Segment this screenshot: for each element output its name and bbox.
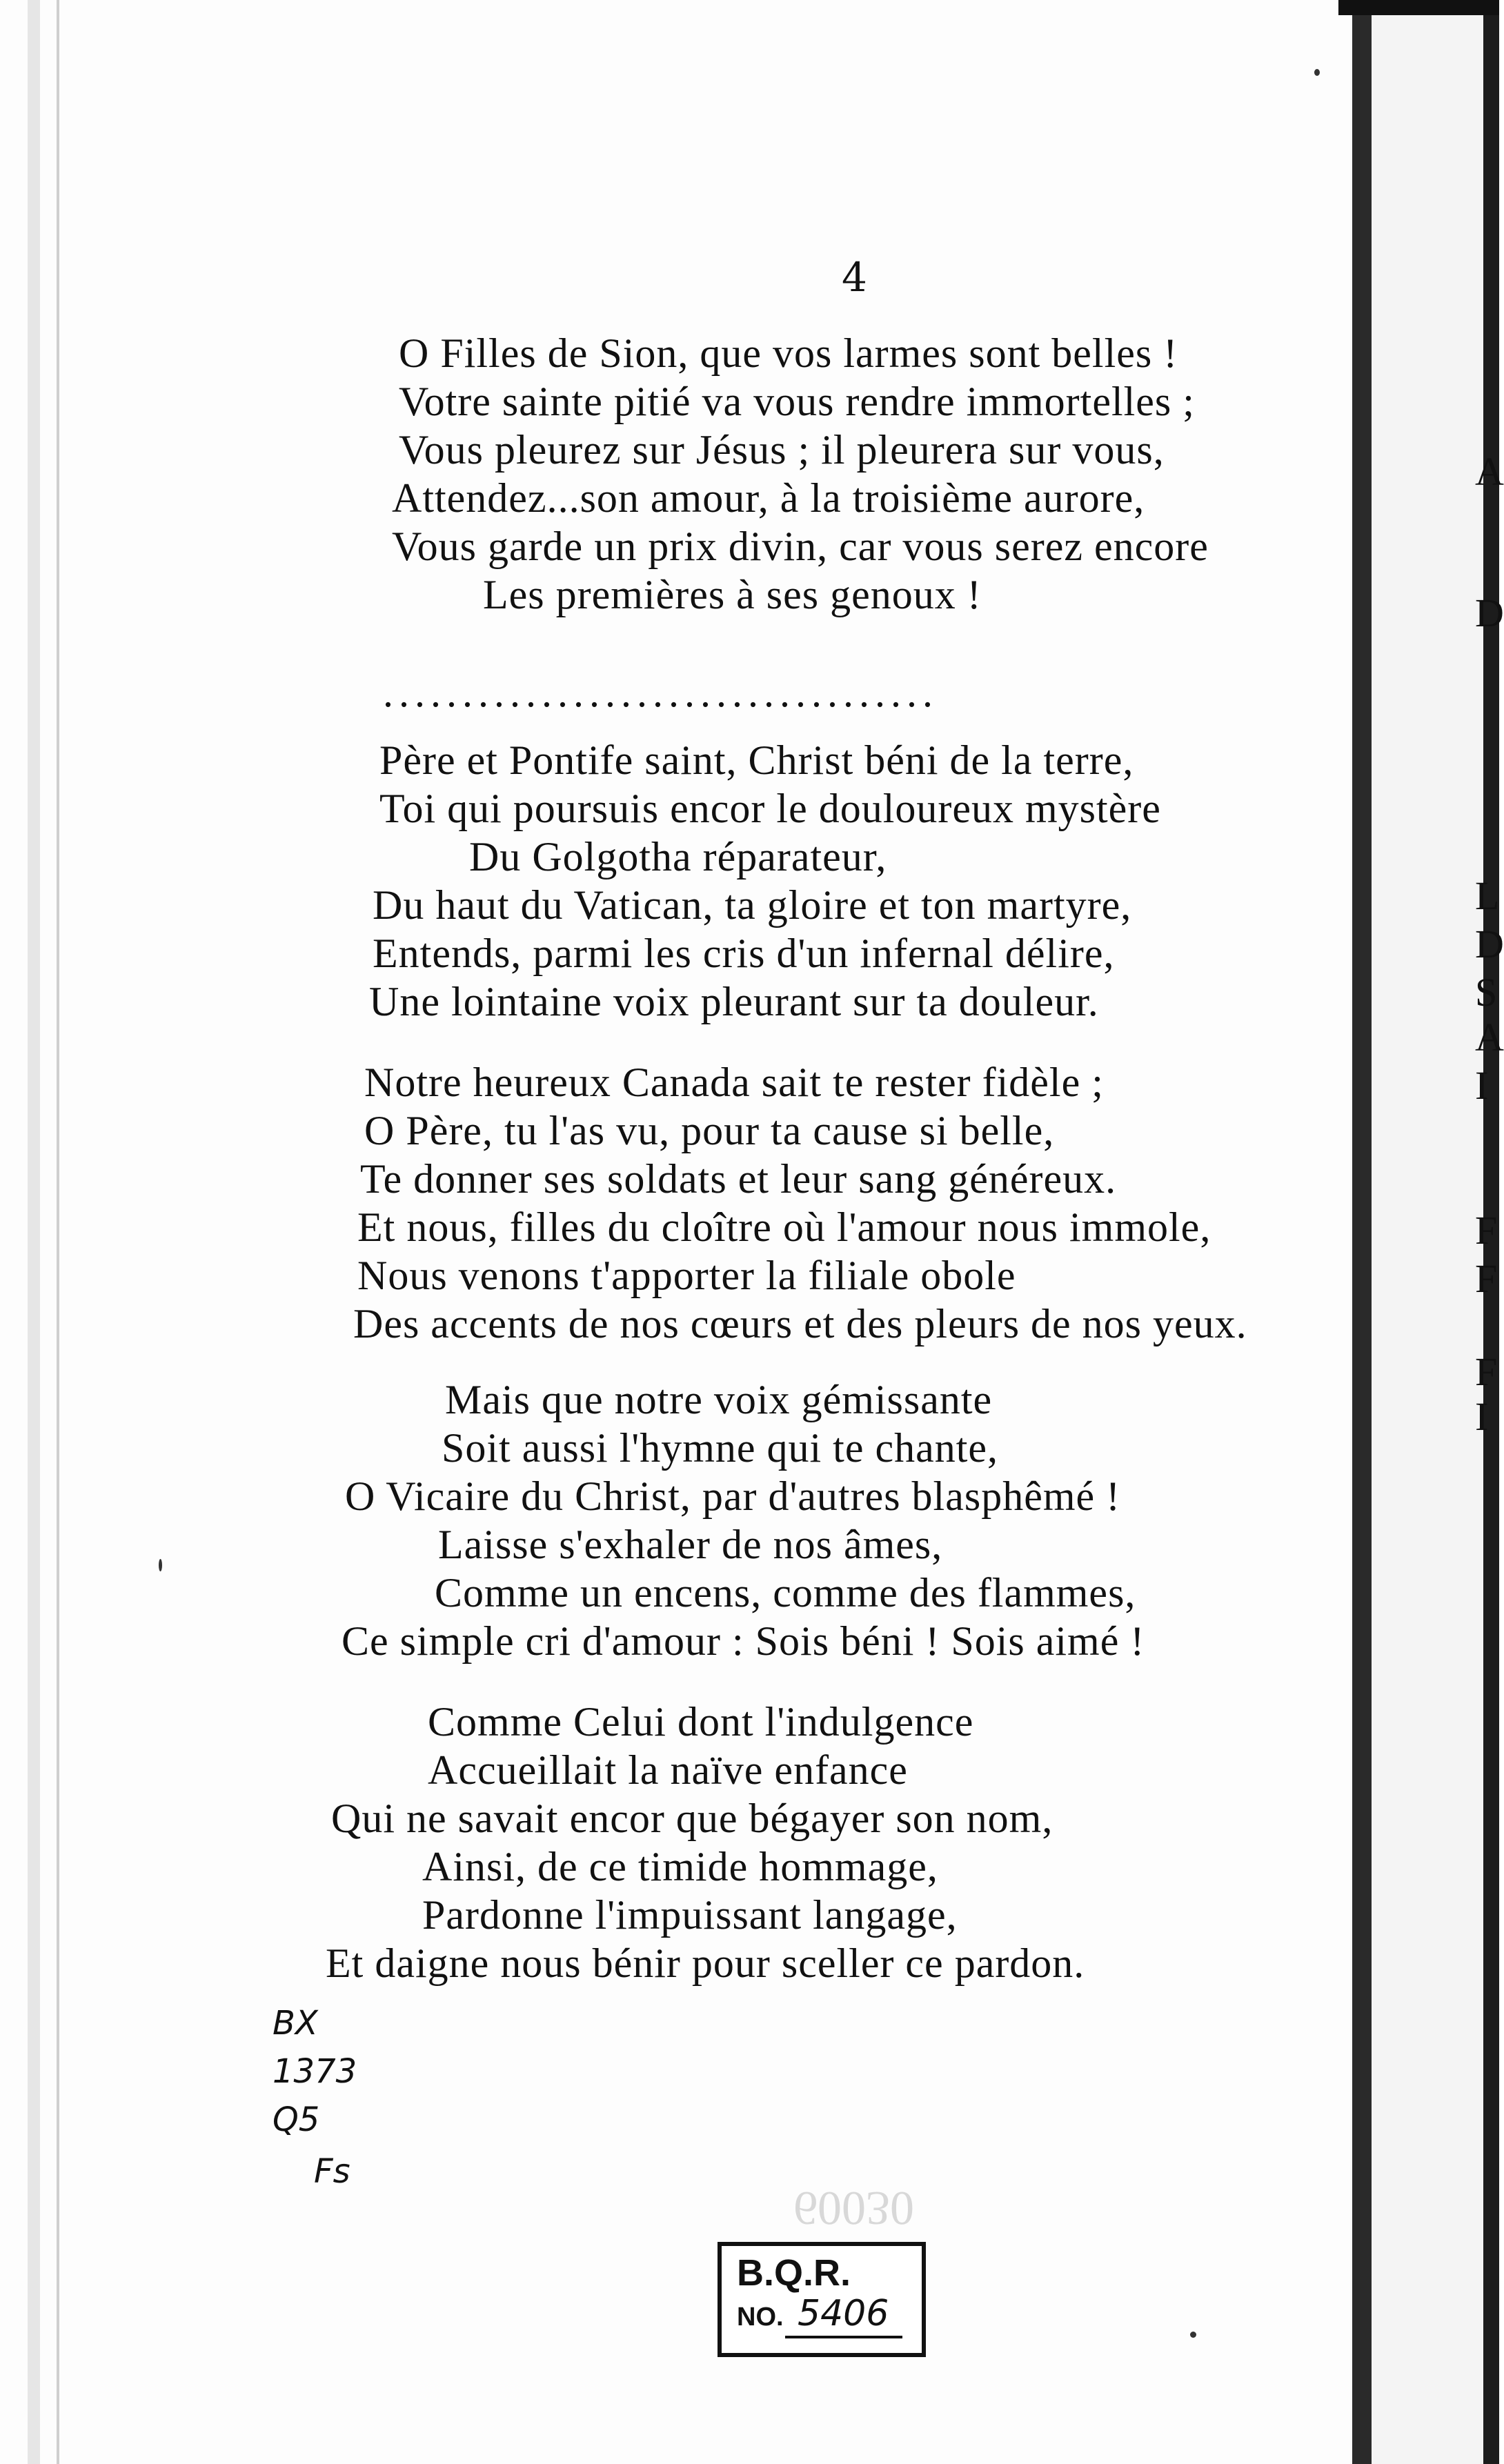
poem-line: Les premières à ses genoux ! — [483, 572, 982, 617]
adjacent-page-letter: F — [1475, 1208, 1498, 1253]
poem-line: Une lointaine voix pleurant sur ta douleur. — [369, 979, 1099, 1024]
adjacent-page-letter: S — [1475, 970, 1498, 1015]
poem-line: Vous garde un prix divin, car vous serez encore — [392, 524, 1209, 569]
poem-line: Te donner ses soldats et leur sang généreux. — [360, 1156, 1117, 1202]
stamp-number: 5406 — [798, 2293, 889, 2334]
adjacent-page-letter: D — [1475, 590, 1504, 635]
page-gutter — [1352, 0, 1372, 2464]
top-dark-bar — [1338, 0, 1499, 15]
page-binding-line — [57, 0, 59, 2464]
poem-line: Père et Pontife saint, Christ béni de la terre, — [379, 737, 1134, 783]
poem-line: Accueillait la naïve enfance — [428, 1747, 908, 1793]
poem-line: Nous venons t'apporter la filiale obole — [357, 1253, 1016, 1298]
call-number-line: Q5 — [273, 2100, 320, 2139]
adjacent-page-letter: F — [1475, 1349, 1498, 1394]
poem-line: Votre sainte pitié va vous rendre immortelles ; — [399, 379, 1195, 424]
stamp-underline — [785, 2336, 902, 2338]
poem-line: Ce simple cri d'amour : Sois béni ! Sois aimé ! — [342, 1618, 1145, 1664]
poem-line: Entends, parmi les cris d'un infernal délire, — [373, 931, 1115, 976]
stamp-number-label: NO. — [737, 2303, 784, 2332]
adjacent-page-letter: A — [1475, 1015, 1504, 1060]
poem-line: Qui ne savait encor que bégayer son nom, — [331, 1796, 1053, 1841]
poem-line: O Père, tu l'as vu, pour ta cause si belle, — [364, 1108, 1055, 1153]
poem-line: Attendez...son amour, à la troisième aurore, — [392, 475, 1145, 521]
poem-line: Notre heureux Canada sait te rester fidèle ; — [364, 1060, 1104, 1105]
library-stamp — [718, 2242, 926, 2357]
adjacent-page-letter: L — [1475, 873, 1500, 918]
ink-speck — [159, 1559, 162, 1571]
call-number-line: 1373 — [273, 2052, 357, 2091]
poem-line: Pardonne l'impuissant langage, — [422, 1892, 958, 1938]
adjacent-page-letter: D — [1475, 922, 1504, 966]
poem-line: Toi qui poursuis encor le douloureux mystère — [379, 786, 1161, 831]
call-number-line: Fs — [314, 2152, 350, 2191]
ink-speck — [1190, 2332, 1196, 2338]
adjacent-page-letter: I — [1475, 1394, 1489, 1439]
poem-line: Du haut du Vatican, ta gloire et ton martyre, — [373, 882, 1132, 928]
poem-line: Vous pleurez sur Jésus ; il pleurera sur vous, — [399, 427, 1165, 473]
adjacent-page-letter: A — [1475, 449, 1504, 494]
poem-line: Et nous, filles du cloître où l'amour nous immole, — [357, 1204, 1211, 1250]
poem-line: Du Golgotha réparateur, — [469, 834, 887, 880]
poem-line: Laisse s'exhaler de nos âmes, — [438, 1522, 943, 1567]
poem-line: O Filles de Sion, que vos larmes sont belles ! — [399, 330, 1178, 376]
poem-line: Ainsi, de ce timide hommage, — [422, 1844, 938, 1889]
poem-line: Soit aussi l'hymne qui te chante, — [442, 1425, 999, 1471]
poem-line: Comme un encens, comme des flammes, — [435, 1570, 1136, 1616]
poem-line: Mais que notre voix gémissante — [445, 1377, 993, 1422]
adjacent-page-letter: I — [1475, 1063, 1489, 1108]
ink-speck — [1314, 69, 1320, 76]
poem-line: O Vicaire du Christ, par d'autres blasphêmé ! — [345, 1473, 1121, 1519]
separator-dots: ................................... — [383, 670, 938, 715]
page-binding-edge — [28, 0, 40, 2464]
stamp-title: B.Q.R. — [737, 2252, 851, 2294]
poem-line: Et daigne nous bénir pour sceller ce pardon. — [326, 1940, 1085, 1986]
adjacent-page-letter: F — [1475, 1256, 1498, 1301]
page-number: 4 — [842, 254, 867, 301]
poem-line: Comme Celui dont l'indulgence — [428, 1699, 974, 1745]
call-number-line: BX — [273, 2004, 318, 2043]
bleed-through-mark: 60030 — [793, 2181, 914, 2234]
poem-line: Des accents de nos cœurs et des pleurs de nos yeux. — [353, 1301, 1247, 1347]
